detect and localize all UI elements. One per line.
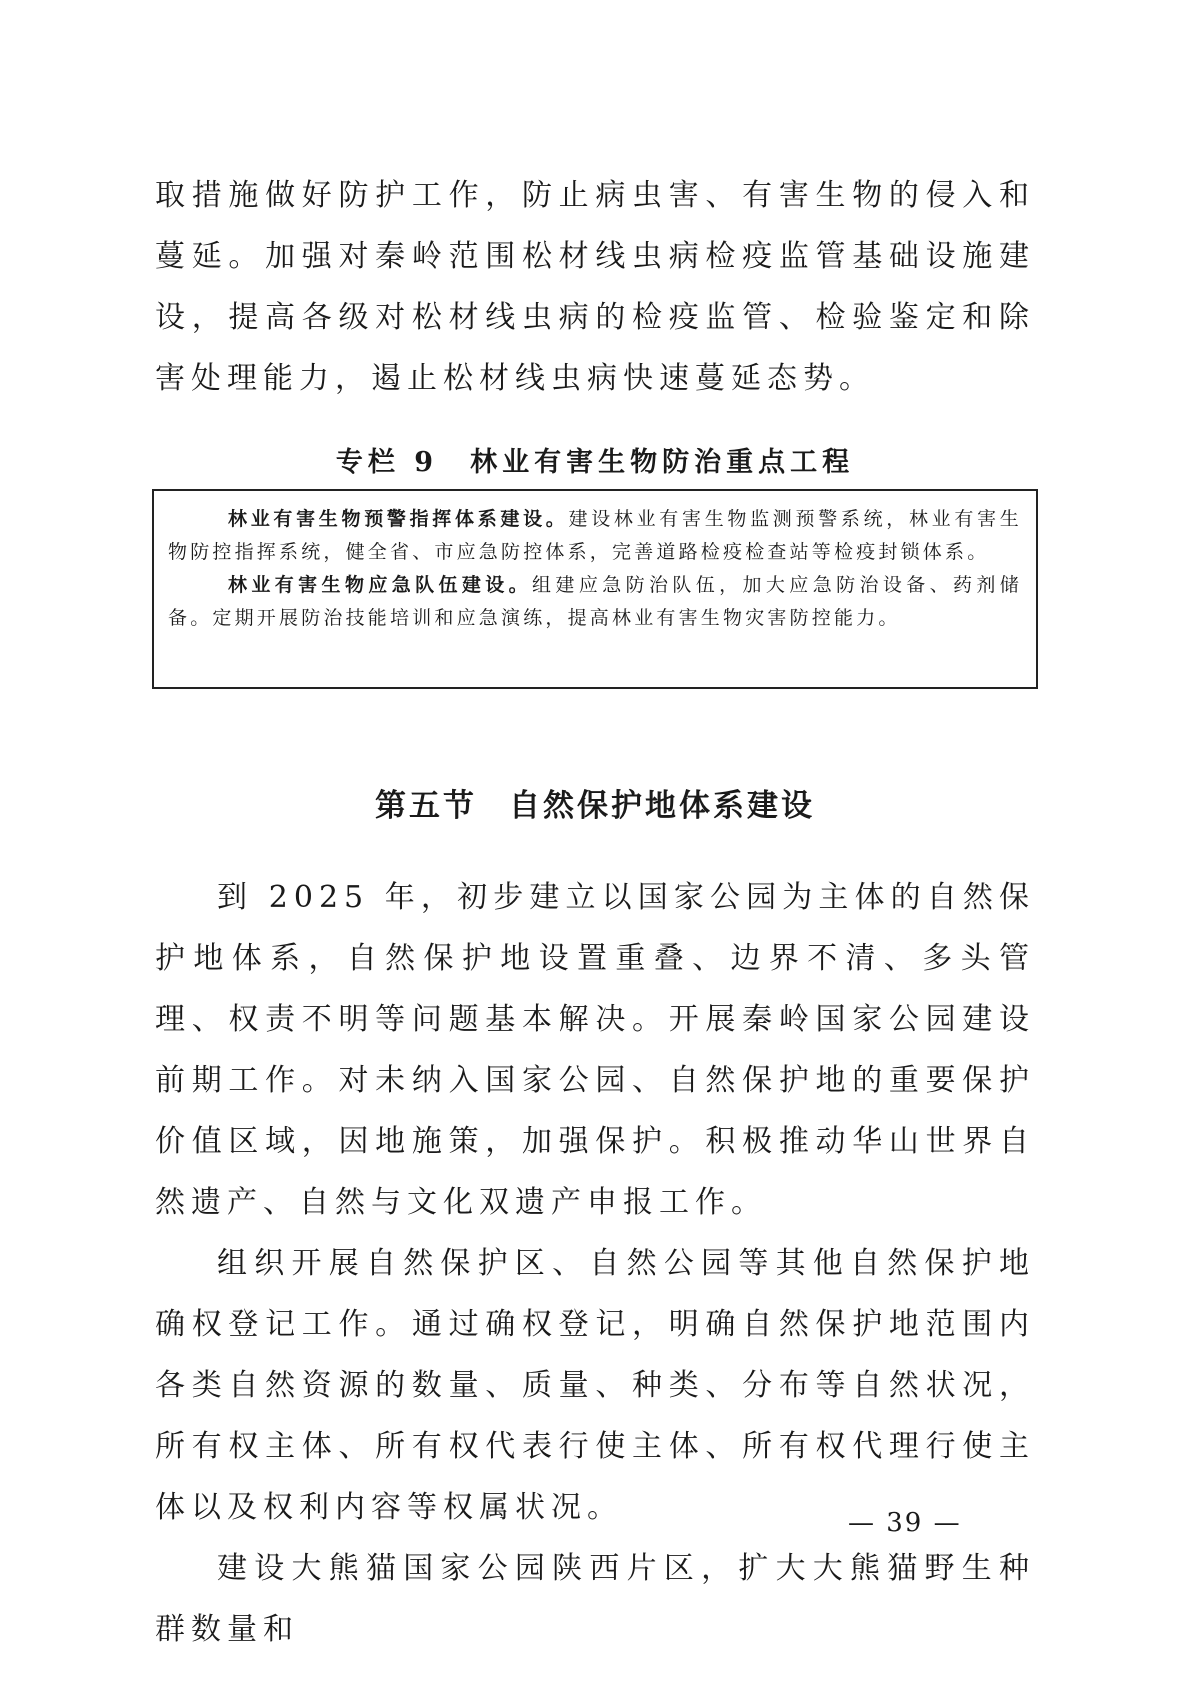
box-item-lead: 林业有害生物预警指挥体系建设。 xyxy=(228,508,569,530)
body-paragraph: 组织开展自然保护区、自然公园等其他自然保护地确权登记工作。通过确权登记，明确自然保护地范围内各类自然资源的数量、质量、种类、分布等自然状况，所有权主体、所有权代表行使主体、所有权代理行使主体以及权利内容等权属状况。 xyxy=(155,1246,1035,1525)
box-item xyxy=(168,569,1022,635)
section-title: 自然保护地体系建设 xyxy=(509,788,815,824)
section-number: 第五节 xyxy=(375,788,477,824)
section-heading xyxy=(0,780,1190,825)
box-item-text: 组建应急防治队伍，加大应急防治设备、药剂储备。定期开展防治技能培训和应急演练，提高林业有害生物灾害防控能力。 xyxy=(168,574,1022,629)
body-paragraph: 到 2025 年，初步建立以国家公园为主体的自然保护地体系，自然保护地设置重叠、边界不清、多头管理、权责不明等问题基本解决。开展秦岭国家公园建设前期工作。对未纳入国家公园、自然保护地的重要保护价值区域，因地施策，加强保护。积极推动华山世界自然遗产、自然与文化双遗产申报工作。 xyxy=(155,880,1035,1220)
main-body xyxy=(155,867,1035,1660)
body-paragraph: 建设大熊猫国家公园陕西片区，扩大大熊猫野生种群数量和 xyxy=(155,1551,1035,1647)
continuation-paragraph: 取措施做好防护工作，防止病虫害、有害生物的侵入和蔓延。加强对秦岭范围松材线虫病检疫监管基础设施建设，提高各级对松材线虫病的检疫监管、检验鉴定和除害处理能力，遏止松材线虫病快速蔓延态势。 xyxy=(155,178,1035,396)
special-column-box xyxy=(152,489,1038,689)
box-item xyxy=(168,503,1022,569)
box-item-text: 建设林业有害生物监测预警系统，林业有害生物防控指挥系统，健全省、市应急防控体系，完善道路检疫检查站等检疫封锁体系。 xyxy=(168,508,1022,563)
page-number: — 39 — xyxy=(848,1508,962,1538)
continuation-paragraph-block xyxy=(155,165,1035,409)
box-title: 专栏 9 林业有害生物防治重点工程 xyxy=(335,447,855,478)
box-item-lead: 林业有害生物应急队伍建设。 xyxy=(228,574,533,596)
